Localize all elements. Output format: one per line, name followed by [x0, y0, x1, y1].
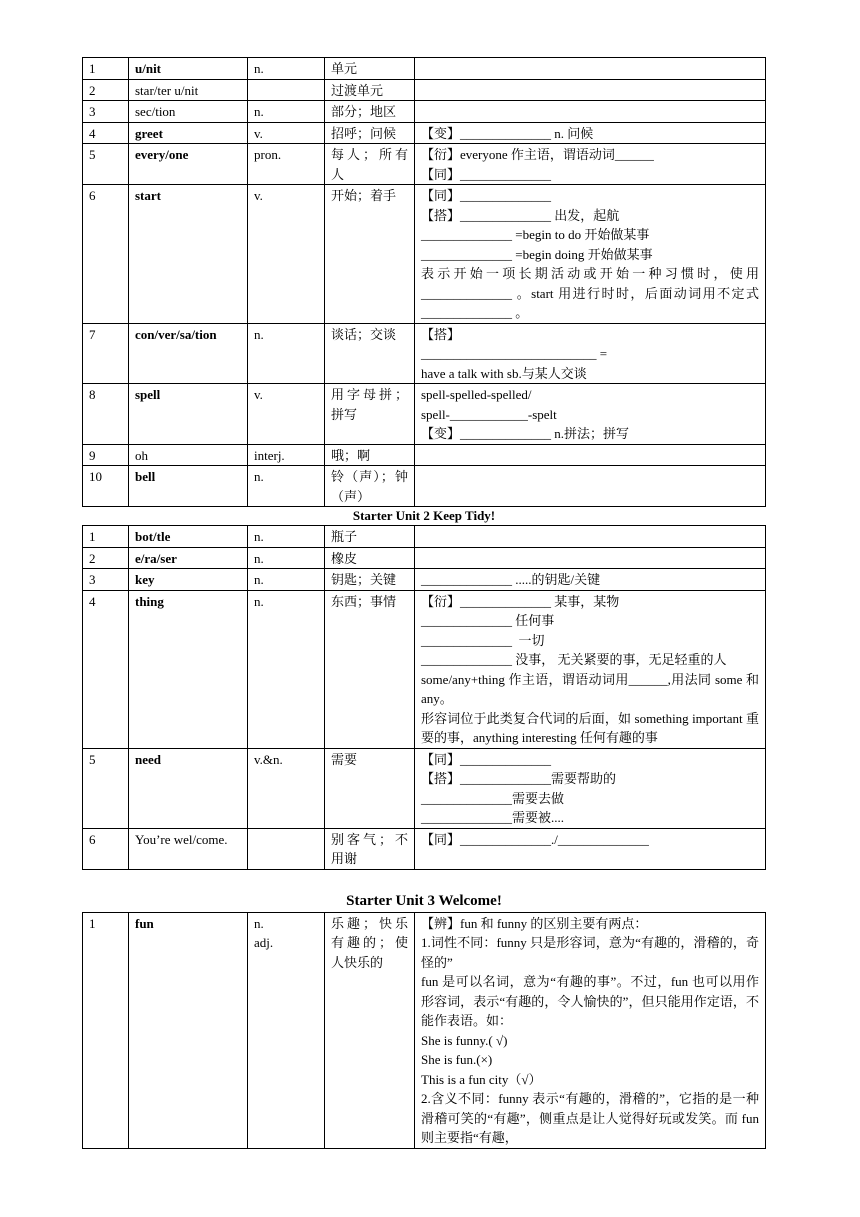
note-line: spell-spelled-spelled/: [421, 387, 532, 402]
chinese-meaning: [325, 547, 415, 569]
chinese-meaning-text: 过渡单元: [331, 82, 384, 98]
usage-notes: [415, 569, 766, 591]
note-line: 【辨】fun 和 funny 的区别主要有两点：: [421, 915, 648, 931]
note-line: 【搭】: [421, 326, 461, 342]
part-of-speech: [248, 185, 325, 324]
chinese-meaning-text: 乐趣；快乐有趣的；使人快乐的: [331, 915, 408, 970]
part-of-speech-text: n. adj.: [254, 915, 274, 950]
row-number: [83, 748, 129, 828]
vocab-word-text: spell: [135, 387, 161, 402]
part-of-speech-text: n.: [254, 469, 264, 484]
part-of-speech-text: n.: [254, 550, 264, 566]
row-number: [83, 101, 129, 123]
row-number-text: 3: [89, 572, 96, 587]
row-number-text: 3: [89, 104, 96, 119]
vocab-word-text: star/ter u/nit: [135, 82, 199, 98]
row-number: [83, 79, 129, 101]
part-of-speech: [248, 569, 325, 591]
row-number: [83, 384, 129, 445]
part-of-speech-text: n.: [254, 529, 264, 544]
chinese-meaning-text: 钥匙；关键: [331, 572, 397, 587]
part-of-speech: [248, 748, 325, 828]
vocab-word: [129, 101, 248, 123]
vocab-word-text: bell: [135, 469, 156, 484]
vocab-word: [129, 526, 248, 548]
row-number-text: 10: [89, 469, 102, 484]
note-line: 【变】______________ n.拼法；拼写: [421, 426, 630, 441]
row-number: [83, 323, 129, 384]
usage-notes: [415, 547, 766, 569]
part-of-speech-text: n.: [254, 61, 264, 76]
section-title-unit2: Starter Unit 2 Keep Tidy!: [352, 508, 496, 523]
row-number-text: 2: [89, 550, 96, 566]
chinese-meaning-text: 瓶子: [331, 529, 358, 544]
row-number: [83, 547, 129, 569]
part-of-speech: [248, 323, 325, 384]
vocab-word-text: bot/tle: [135, 529, 171, 544]
note-line: fun 是可以名词，意为“有趣的事”。不过，fun 也可以用作形容词，表示“有趣的，令人愉快的”，但只能用作定语，不能作表语。如：: [421, 974, 759, 1028]
part-of-speech: [248, 590, 325, 748]
note-line: She is fun.(×): [421, 1052, 493, 1067]
part-of-speech: [248, 912, 325, 1148]
note-line: 表示开始一项长期活动或开始一种习惯时，使用______________ 。start 用进行时时，后面动词用不定式______________ 。: [421, 266, 759, 320]
table-row: [83, 547, 766, 569]
chinese-meaning-text: 用字母拼；拼写: [331, 387, 408, 422]
note-line: 【衍】______________ 某事，某物: [421, 593, 620, 609]
note-line: 形容词位于此类复合代词的后面，如 something important 重要的事，anything interesting 任何有趣的事: [421, 710, 759, 745]
row-number: [83, 569, 129, 591]
table-row: [83, 590, 766, 748]
chinese-meaning: [325, 144, 415, 185]
part-of-speech: [248, 526, 325, 548]
vocab-word: [129, 590, 248, 748]
note-line: ______________ =begin doing 开始做某事: [421, 246, 653, 262]
table-row: [83, 58, 766, 80]
chinese-meaning-text: 橡皮: [331, 550, 358, 566]
row-number: [83, 466, 129, 507]
part-of-speech-text: pron.: [254, 147, 282, 162]
row-number-text: 6: [89, 831, 96, 847]
usage-notes: [415, 828, 766, 869]
row-number: [83, 526, 129, 548]
chinese-meaning-text: 谈话；交谈: [331, 326, 397, 342]
table-row: [83, 444, 766, 466]
note-line: 1.词性不同：funny 只是形容词，意为“有趣的，滑稽的，奇怪的”: [421, 935, 759, 970]
chinese-meaning-text: 铃（声）；钟（声）: [331, 469, 408, 504]
part-of-speech: [248, 79, 325, 101]
part-of-speech-text: n.: [254, 326, 264, 342]
usage-notes: [415, 58, 766, 80]
part-of-speech-text: v.: [254, 387, 263, 402]
chinese-meaning: [325, 101, 415, 123]
vocab-word: [129, 912, 248, 1148]
chinese-meaning: [325, 58, 415, 80]
row-number: [83, 122, 129, 144]
row-number-text: 4: [89, 593, 96, 609]
usage-notes: [415, 444, 766, 466]
chinese-meaning: [325, 185, 415, 324]
table-row: [83, 526, 766, 548]
vocab-word-text: oh: [135, 447, 148, 463]
note-line: ______________ .....的钥匙/关键: [421, 572, 601, 587]
part-of-speech: [248, 122, 325, 144]
vocab-word: [129, 323, 248, 384]
chinese-meaning-text: 别客气；不用谢: [331, 831, 408, 866]
part-of-speech: [248, 58, 325, 80]
chinese-meaning-text: 东西；事情: [331, 593, 397, 609]
part-of-speech-text: v.: [254, 125, 263, 141]
chinese-meaning: [325, 590, 415, 748]
note-line: ______________需要被....: [421, 810, 565, 825]
table-row: [83, 569, 766, 591]
vocab-word-text: start: [135, 188, 161, 203]
part-of-speech: [248, 144, 325, 185]
vocab-word-text: key: [135, 572, 155, 587]
chinese-meaning: [325, 828, 415, 869]
note-line: This is a fun city（√）: [421, 1071, 542, 1087]
note-line: have a talk with sb.与某人交谈: [421, 365, 587, 381]
vocab-word-text: u/nit: [135, 61, 162, 76]
vocab-word-text: thing: [135, 593, 164, 609]
table-row: [83, 101, 766, 123]
table-row: [83, 122, 766, 144]
note-line: ______________ 没事， 无关紧要的事，无足轻重的人: [421, 652, 727, 667]
vocab-table-unit1: [82, 57, 766, 507]
vocab-word: [129, 444, 248, 466]
part-of-speech: [248, 547, 325, 569]
row-number: [83, 828, 129, 869]
chinese-meaning: [325, 748, 415, 828]
row-number-text: 5: [89, 751, 96, 767]
part-of-speech-text: n.: [254, 104, 264, 119]
chinese-meaning: [325, 526, 415, 548]
chinese-meaning-text: 招呼；问候: [331, 125, 397, 141]
note-line: ______________需要去做: [421, 790, 565, 806]
row-number-text: 7: [89, 326, 96, 342]
vocab-word: [129, 748, 248, 828]
note-line: ______________ 任何事: [421, 613, 555, 628]
chinese-meaning-text: 单元: [331, 61, 358, 76]
table-row: [83, 323, 766, 384]
chinese-meaning: [325, 79, 415, 101]
table-row: [83, 79, 766, 101]
chinese-meaning: [325, 912, 415, 1148]
usage-notes: [415, 185, 766, 324]
row-number: [83, 590, 129, 748]
note-line: 【同】______________: [421, 751, 552, 767]
vocab-word: [129, 466, 248, 507]
note-line: 【衍】everyone 作主语，谓语动词______: [421, 147, 654, 162]
vocab-word: [129, 384, 248, 445]
part-of-speech: [248, 444, 325, 466]
part-of-speech-text: n.: [254, 572, 264, 587]
part-of-speech-text: v.&n.: [254, 751, 283, 767]
note-line: 2.含义不同：funny 表示“有趣的，滑稽的”，它指的是一种滑稽可笑的“有趣”，侧重点是让人觉得好玩或发笑。而 fun 则主要指“有趣，: [421, 1091, 763, 1145]
chinese-meaning-text: 部分；地区: [331, 104, 397, 119]
chinese-meaning-text: 哦；啊: [331, 447, 371, 463]
row-number-text: 9: [89, 447, 96, 463]
part-of-speech: [248, 466, 325, 507]
vocab-word-text: greet: [135, 125, 163, 141]
note-line: 【变】______________ n. 问候: [421, 125, 594, 141]
part-of-speech: [248, 101, 325, 123]
note-line: ______________ 一切: [421, 632, 545, 648]
usage-notes: [415, 912, 766, 1148]
table-row: [83, 144, 766, 185]
usage-notes: [415, 466, 766, 507]
chinese-meaning-text: 开始；着手: [331, 188, 397, 203]
usage-notes: [415, 748, 766, 828]
usage-notes: [415, 101, 766, 123]
vocab-table-unit2: [82, 525, 766, 870]
usage-notes: [415, 384, 766, 445]
usage-notes: [415, 526, 766, 548]
row-number: [83, 185, 129, 324]
vocab-word: [129, 547, 248, 569]
chinese-meaning-text: 需要: [331, 751, 358, 767]
note-line: She is funny.( √): [421, 1032, 508, 1048]
note-line: 【同】______________: [421, 166, 552, 182]
note-line: spell-____________-spelt: [421, 406, 557, 422]
usage-notes: [415, 122, 766, 144]
vocab-table-unit3: [82, 912, 766, 1149]
section-title-unit3: Starter Unit 3 Welcome!: [346, 892, 502, 909]
usage-notes: [415, 79, 766, 101]
vocab-word-text: need: [135, 751, 161, 767]
note-line: ___________________________ =: [421, 346, 608, 361]
vocab-word-text: fun: [135, 915, 154, 931]
vocab-word: [129, 185, 248, 324]
table-row: [83, 748, 766, 828]
chinese-meaning: [325, 444, 415, 466]
vocab-word-text: You’re wel/come.: [135, 831, 228, 847]
note-line: 【搭】______________ 出发，起航: [421, 207, 620, 223]
note-line: 【同】______________./______________: [421, 831, 649, 847]
vocab-word-text: sec/tion: [135, 104, 176, 119]
vocab-word-text: con/ver/sa/tion: [135, 326, 217, 342]
table-row: [83, 466, 766, 507]
row-number-text: 6: [89, 188, 96, 203]
usage-notes: [415, 323, 766, 384]
part-of-speech: [248, 828, 325, 869]
vocab-word: [129, 79, 248, 101]
usage-notes: [415, 144, 766, 185]
row-number-text: 8: [89, 387, 96, 402]
vocab-word: [129, 828, 248, 869]
row-number-text: 1: [89, 61, 96, 76]
table-row: [83, 828, 766, 869]
usage-notes: [415, 590, 766, 748]
vocab-word: [129, 58, 248, 80]
row-number-text: 4: [89, 125, 96, 141]
document-page: [82, 57, 766, 1149]
vocab-word-text: every/one: [135, 147, 189, 162]
chinese-meaning: [325, 122, 415, 144]
vocab-word: [129, 569, 248, 591]
table-row: [83, 912, 766, 1148]
chinese-meaning: [325, 569, 415, 591]
vocab-word-text: e/ra/ser: [135, 550, 177, 566]
chinese-meaning: [325, 323, 415, 384]
row-number: [83, 444, 129, 466]
row-number: [83, 144, 129, 185]
note-line: ______________ =begin to do 开始做某事: [421, 227, 650, 242]
note-line: 【搭】______________需要帮助的: [421, 771, 617, 786]
table-row: [83, 185, 766, 324]
part-of-speech: [248, 384, 325, 445]
row-number: [83, 58, 129, 80]
row-number-text: 2: [89, 82, 96, 98]
row-number-text: 5: [89, 147, 96, 162]
part-of-speech-text: interj.: [254, 447, 285, 463]
note-line: some/any+thing 作主语，谓语动词用______,用法同 some 和 any。: [421, 671, 763, 706]
chinese-meaning: [325, 384, 415, 445]
note-line: 【同】______________: [421, 188, 552, 203]
row-number-text: 1: [89, 915, 96, 931]
table-row: [83, 384, 766, 445]
vocab-word: [129, 144, 248, 185]
part-of-speech-text: n.: [254, 593, 264, 609]
row-number-text: 1: [89, 529, 96, 544]
vocab-word: [129, 122, 248, 144]
row-number: [83, 912, 129, 1148]
chinese-meaning: [325, 466, 415, 507]
chinese-meaning-text: 每人；所有人: [331, 147, 408, 182]
part-of-speech-text: v.: [254, 188, 263, 203]
